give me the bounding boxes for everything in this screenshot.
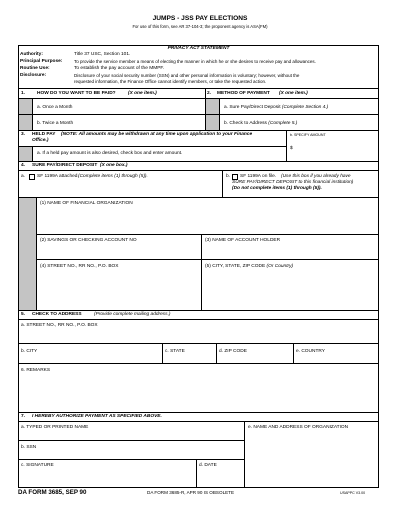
mailing-country-label: e. COUNTRY — [296, 349, 325, 354]
held-pay-checkbox-label[interactable]: a. If a held pay amount is also desired, check box and enter amount. — [37, 151, 183, 156]
section4-opt-a-letter: a. — [21, 174, 26, 179]
form-number: DA FORM 3685, SEP 90 — [18, 489, 87, 496]
section3-note-2: Office.) — [32, 138, 49, 143]
authority-label: Authority: — [20, 52, 43, 57]
section4-opt-b-letter: b. — [226, 174, 231, 179]
deposit-street-field[interactable] — [37, 271, 200, 309]
mailing-zip-label: d. ZIP CODE — [219, 349, 247, 354]
specify-amount-label: b. SPECIFY AMOUNT — [290, 133, 326, 137]
authority-text: Title 37 USC, Section 101. — [74, 52, 131, 57]
account-holder-field[interactable] — [202, 245, 378, 258]
sf1199a-attached-checkbox[interactable] — [29, 174, 35, 180]
disclosure-label: Disclosure: — [20, 73, 47, 78]
mailing-state-label: c. STATE — [165, 349, 185, 354]
option-once-a-month[interactable]: a. Once a Month — [37, 105, 73, 110]
section4-note: (X one box.) — [100, 163, 128, 168]
option-check-to-address[interactable] — [224, 121, 297, 127]
option-sure-pay-label: a. Sure Pay/Direct Deposit — [224, 105, 281, 110]
deposit-city-label-text: (5) CITY, STATE, ZIP CODE — [205, 264, 266, 269]
date-field[interactable] — [198, 470, 243, 486]
section3-number: 3. — [21, 132, 26, 137]
remarks-label: 6. REMARKS — [21, 368, 51, 373]
signature-label: c. SIGNATURE — [21, 463, 54, 468]
held-pay-amount-field[interactable] — [298, 143, 376, 157]
deposit-city-label-note: (Or Country) — [266, 264, 294, 269]
form-subtitle: For use of this form, see AR 37-104-3; the proponent agency is ASA(FM) — [132, 24, 268, 29]
typed-name-field[interactable] — [19, 432, 243, 439]
deposit-street-label: (4) STREET NO., RR NO., P.O. BOX — [40, 264, 119, 269]
mailing-city-label: b. CITY — [21, 349, 38, 354]
mailing-street-label: a. STREET NO., RR NO., P.O. BOX — [21, 323, 98, 328]
mailing-country-field[interactable] — [335, 345, 377, 361]
section4-title: SURE PAY/DIRECT DEPOSIT — [32, 163, 98, 168]
routine-text: To establish the pay account of the MMPF. — [74, 66, 165, 71]
section5-number: 5. — [21, 312, 26, 317]
option-sure-pay[interactable] — [224, 105, 328, 111]
section1-title: HOW DO YOU WANT TO BE PAID? — [37, 91, 116, 96]
obsolete-note: DA FORM 3685-R, APR 90 IS OBSOLETE — [147, 490, 235, 495]
purpose-label: Principal Purpose: — [20, 59, 63, 64]
option-check-label: b. Check to Address — [224, 121, 267, 126]
section4-number: 4. — [21, 163, 26, 168]
privacy-heading: PRIVACY ACT STATEMENT — [167, 46, 230, 51]
option-check-note: (Complete 5.) — [268, 121, 298, 126]
organization-field[interactable] — [246, 432, 378, 486]
ssn-field[interactable] — [19, 452, 243, 459]
section3-title: HELD PAY — [32, 132, 56, 137]
sf1199a-on-file-note-3: (Do not complete items (1) through (5)). — [232, 186, 322, 191]
deposit-city-field[interactable] — [202, 271, 378, 309]
section1-number: 1. — [21, 91, 26, 96]
section3-note-1: (NOTE: All amounts may be withdrawn at any time upon application to your Finance — [61, 132, 253, 137]
organization-label: e. NAME AND ADDRESS OF ORGANIZATION — [248, 425, 349, 430]
mailing-zip-field[interactable] — [255, 345, 292, 361]
mailing-city-field[interactable] — [40, 345, 160, 361]
signature-field[interactable] — [19, 470, 194, 486]
account-holder-label: (3) NAME OF ACCOUNT HOLDER — [205, 238, 281, 243]
purpose-text: To provide the service member a means of electing the manner in which he or she desires to receive pay and allowances. — [74, 59, 316, 64]
section1-note: (X one item.) — [128, 91, 157, 96]
option-twice-a-month[interactable]: b. Twice a Month — [37, 121, 74, 126]
option-sure-pay-note: (Complete Section 4.) — [281, 105, 329, 110]
section5-title: CHECK TO ADDRESS — [32, 312, 82, 317]
sf1199a-attached-note: (Complete items (1) through (5)). — [78, 174, 148, 179]
section2-title: METHOD OF PAYMENT — [217, 91, 270, 96]
sf1199a-attached-label: SF 1199A attached. — [37, 174, 79, 179]
routine-label: Routine Use: — [20, 66, 50, 71]
sf1199a-on-file-note-2: SURE PAY/DIRECT DEPOSIT to this financial institution) — [232, 180, 354, 185]
financial-org-field[interactable] — [37, 208, 378, 233]
disclosure-text-2: requested information, the Finance Office cannot identify members, or take the requested action. — [74, 79, 267, 84]
sf1199a-on-file-note-1: (Use this box if you already have — [281, 174, 351, 179]
version-label: USAPPC V3.00 — [340, 491, 366, 495]
remarks-field[interactable] — [19, 376, 378, 411]
section5-note: (Provide complete mailing address.) — [94, 312, 171, 317]
form-title: JUMPS - JSS PAY ELECTIONS — [152, 15, 248, 22]
typed-name-label: a. TYPED OR PRINTED NAME — [21, 425, 89, 430]
deposit-city-label — [205, 264, 293, 270]
mailing-street-field[interactable] — [19, 330, 378, 342]
ssn-label: b. SSN — [21, 445, 37, 450]
section7-title: I HEREBY AUTHORIZE PAYMENT AS SPECIFIED ABOVE. — [32, 414, 162, 419]
mailing-state-field[interactable] — [195, 345, 215, 361]
financial-org-label: (1) NAME OF FINANCIAL ORGANIZATION — [40, 201, 133, 206]
account-number-label: (2) SAVINGS OR CHECKING ACCOUNT NO — [40, 238, 137, 243]
section2-note: (X one item.) — [279, 91, 308, 96]
sf1199a-on-file-label: SF 1199A on file. — [240, 174, 277, 179]
account-number-field[interactable] — [37, 245, 200, 258]
amount-dollar-sign: $ — [290, 146, 293, 151]
section2-number: 2. — [207, 91, 212, 96]
section7-number: 7. — [21, 414, 26, 419]
disclosure-text-1: Disclosure of your social security number (SSN) and other personal information is voluntary; however, without the — [74, 73, 300, 78]
date-label: d. DATE — [199, 463, 217, 468]
